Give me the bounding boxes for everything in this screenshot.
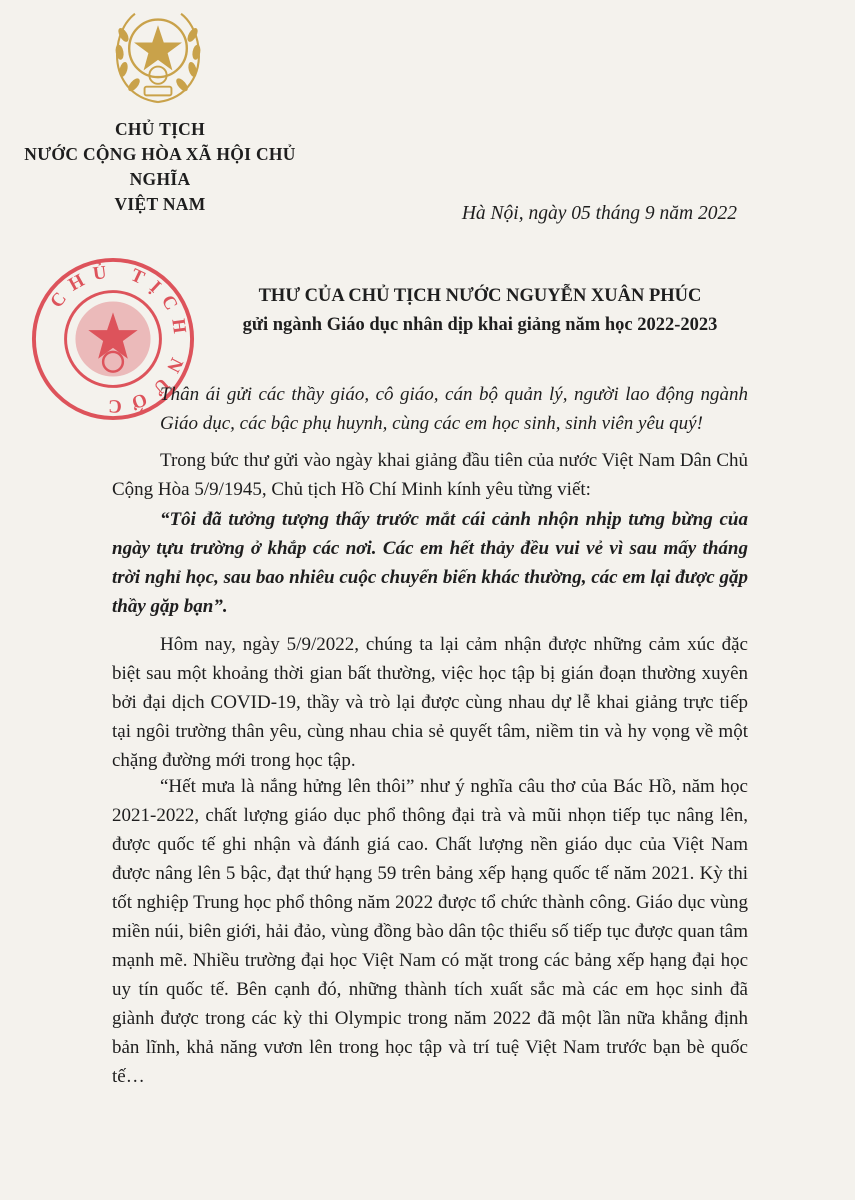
issuer-country: NƯỚC CỘNG HÒA XÃ HỘI CHỦ NGHĨA (24, 144, 296, 189)
letter-title (150, 282, 810, 340)
paragraph-achievements: “Hết mưa là nắng hửng lên thôi” như ý nghĩa câu thơ của Bác Hồ, năm học 2021-2022, chất lượng giáo dục phổ thông đại trà và mũi nhọn tiếp tục nâng lên, được quốc tế ghi nhận và đánh giá cao. Chất lượng nền giáo dục của Việt Nam được nâng lên 5 bậc, đạt thứ hạng 59 trên bảng xếp hạng quốc tế năm 2021. Kỳ thi tốt nghiệp Trung học phổ thông năm 2022 được tổ chức thành công. Giáo dục vùng miền núi, biên giới, hải đảo, vùng đồng bào dân tộc thiểu số tiếp tục được quan tâm mạnh mẽ. Nhiều trường đại học Việt Nam có mặt trong các bảng xếp hạng đại học uy tín quốc tế. Bên cạnh đó, những thành tích xuất sắc mà các em học sinh đã giành được trong các kỳ thi Olympic trong năm 2022 đã một lần nữa khẳng định bản lĩnh, khả năng vươn lên trong học tập và trí tuệ Việt Nam trước bạn bè quốc tế… (112, 776, 748, 1087)
greeting-paragraph: Thân ái gửi các thầy giáo, cô giáo, cán bộ quản lý, người lao động ngành Giáo dục, các bậc phụ huynh, cùng các em học sinh, sinh viên yêu quý! (160, 384, 748, 434)
letter-title-sub: gửi ngành Giáo dục nhân dịp khai giảng năm học 2022-2023 (242, 315, 718, 335)
letter-title-main: THƯ CỦA CHỦ TỊCH NƯỚC NGUYỄN XUÂN PHÚC (258, 286, 702, 306)
letter-date: Hà Nội, ngày 05 tháng 9 năm 2022 (461, 203, 737, 224)
svg-text:CHỦ TỊCH NƯỚC: CHỦ TỊCH NƯỚC (46, 260, 192, 417)
issuer-country-name: VIỆT NAM (114, 194, 206, 214)
national-emblem-icon (110, 6, 206, 106)
paragraph-today: Hôm nay, ngày 5/9/2022, chúng ta lại cảm nhận được những cảm xúc đặc biệt sau một khoảng thời gian bất thường, việc học tập bị gián đoạn thường xuyên bởi đại dịch COVID-19, thầy và trò lại được cùng nhau dự lễ khai giảng trực tiếp tại ngôi trường thân yêu, cùng nhau chia sẻ quyết tâm, niềm tin và hy vọng về một chặng đường mới trong học tập. (112, 634, 748, 771)
ho-chi-minh-quote: “Tôi đã tưởng tượng thấy trước mắt cái cảnh nhộn nhịp tưng bừng của ngày tựu trường ở khắp các nơi. Các em hết thảy đều vui vẻ vì sau mấy tháng trời nghỉ học, sau bao nhiêu cuộc chuyển biến khác thường, các em lại được gặp thầy gặp bạn”. (112, 509, 748, 617)
issuer-header (0, 117, 320, 217)
issuer-title: CHỦ TỊCH (114, 119, 206, 139)
intro-paragraph: Trong bức thư gửi vào ngày khai giảng đầu tiên của nước Việt Nam Dân Chủ Cộng Hòa 5/9/1945, Chủ tịch Hồ Chí Minh kính yêu từng viết: (112, 450, 748, 500)
